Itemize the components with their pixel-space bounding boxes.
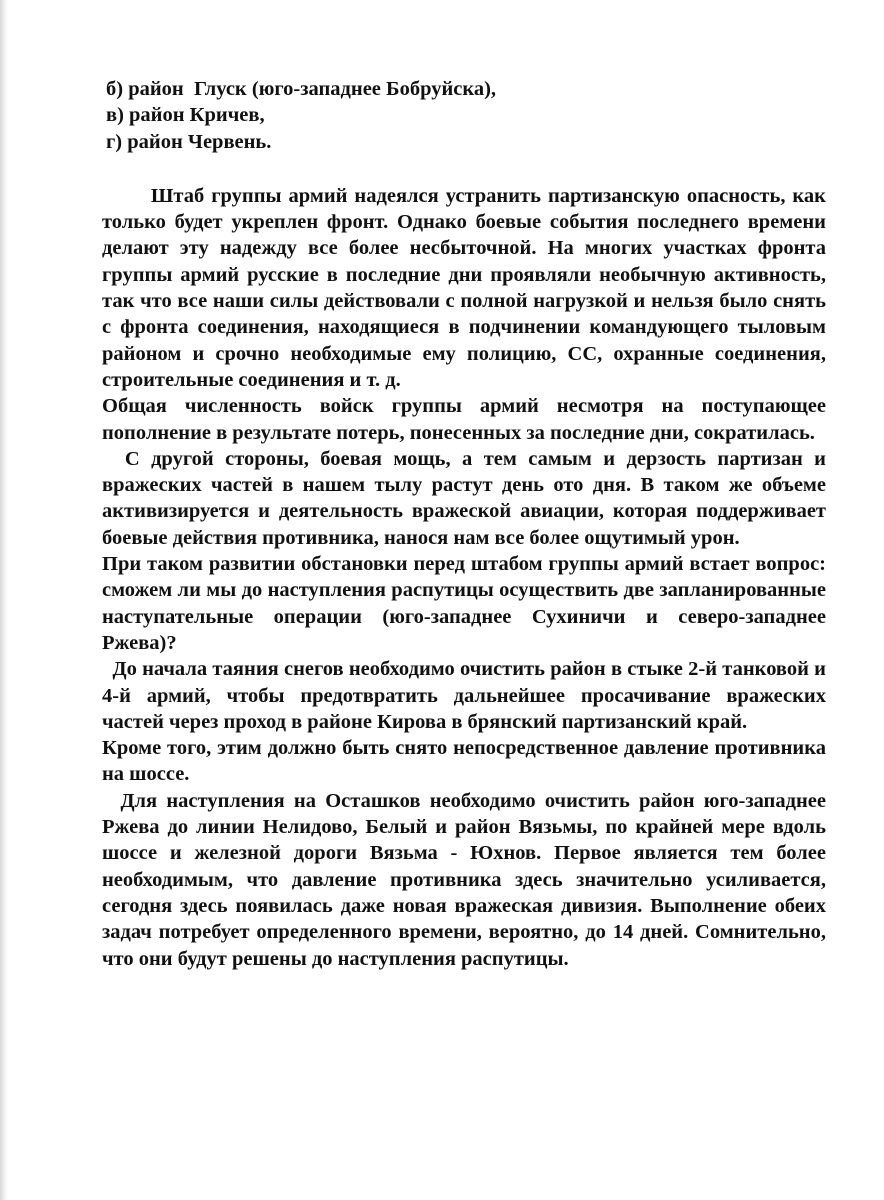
paragraph-highway-pressure: Кроме того, этим должно быть снято непосредственное давление противника на шоссе.	[102, 737, 826, 786]
paragraph-snow-melt: До начала таяния снегов необходимо очистить район в стыке 2-й танковой и 4-й армий, чтобы предотвратить дальнейшее просачивание вражеских частей через проход в районе Кирова в брянский партизанский край.	[102, 658, 826, 733]
paragraph-operations-question: При таком развитии обстановки перед штабом группы армий встает вопрос: сможем ли мы до наступления распутицы осуществить две запланированные наступательные операции (юго-западнее Сухиничи и северо-западнее Ржева)?	[102, 553, 826, 654]
paragraph-troop-strength: Общая численность войск группы армий несмотря на поступающее пополнение в результате потерь, понесенных за последние дни, сократилась.	[102, 395, 826, 444]
list-item-v: в) район Кричев,	[106, 104, 265, 127]
list-item-g: г) район Червень.	[106, 130, 272, 153]
paragraph-ostashkov-offensive: Для наступления на Осташков необходимо очистить район юго-западнее Ржева до линии Нелидово, Белый и район Вязьмы, по крайней мере вдоль шоссе и железной дороги Вязьма - Юхнов. Первое является тем более необходимым, что давление противника здесь значительно усиливается, сегодня здесь появилась даже новая вражеская дивизия. Выполнение обеих задач потребует определенного времени, вероятно, до 14 дней. Сомнительно, что они будут решены до наступления распутицы.	[102, 789, 826, 970]
paragraph-partisan-growth: С другой стороны, боевая мощь, а тем самым и дерзость партизан и вражеских частей в нашем тылу растут день ото дня. В таком же объеме активизируется и деятельность вражеской авиации, которая поддерживает боевые действия противника, нанося нам все более ощутимый урон.	[102, 447, 826, 549]
paragraph-headquarters-hope: Штаб группы армий надеялся устранить партизанскую опасность, как только будет укреплен фронт. Однако боевые события последнего времени делают эту надежду все более несбыточной. На многих участках фронта группы армий русские в последние дни проявляли необычную активность, так что все наши силы действовали с полной нагрузкой и нельзя было снять с фронта соединения, находящиеся в подчинении командующего тыловым районом и срочно необходимые ему полицию, СС, охранные соединения, строительные соединения и т. д.	[102, 184, 826, 391]
paragraph-gap	[102, 155, 826, 183]
document-page	[102, 76, 826, 972]
list-item-b: б) район Глуск (юго-западнее Бобруйска),	[106, 78, 497, 100]
page-edge-shadow	[0, 0, 8, 1200]
